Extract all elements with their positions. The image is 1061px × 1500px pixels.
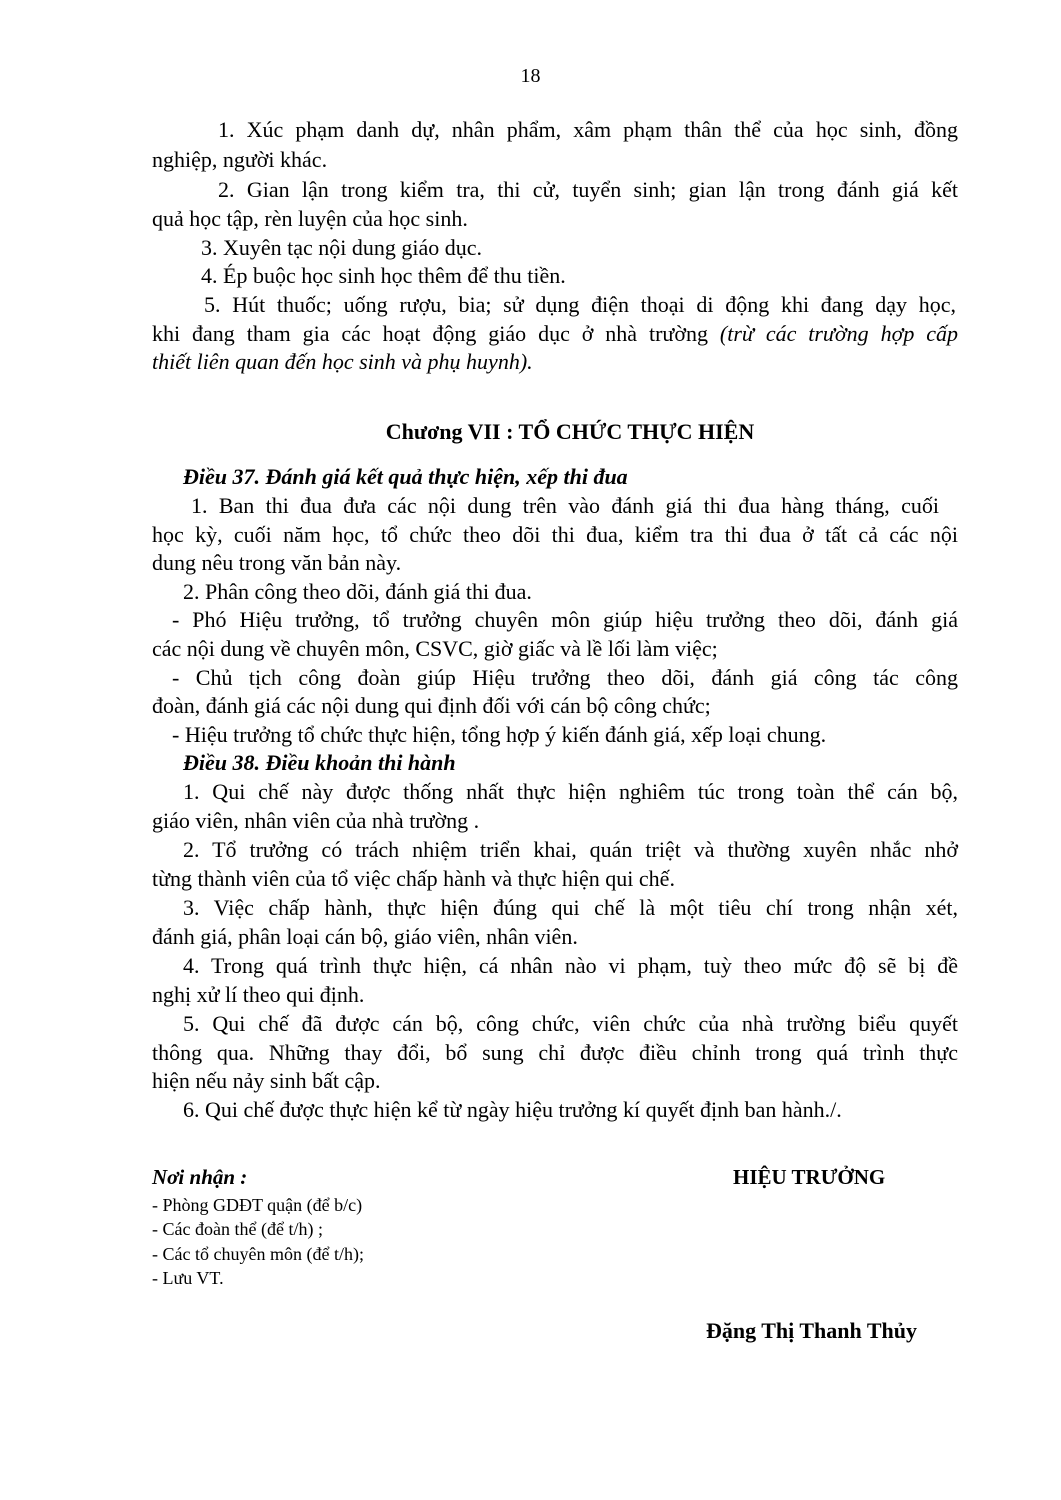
article-38-p5-line-2: thông qua. Những thay đổi, bổ sung chỉ được điều chỉnh trong quá trình thực xyxy=(152,1040,958,1065)
article-38-p1-line-1: 1. Qui chế này được thống nhất thực hiện nghiêm túc trong toàn thể cán bộ, xyxy=(183,779,958,804)
article-38-p4-line-1: 4. Trong quá trình thực hiện, cá nhân nào vi phạm, tuỳ theo mức độ sẽ bị đề xyxy=(183,953,958,978)
prohibition-item-1-line-1: 1. Xúc phạm danh dự, nhân phẩm, xâm phạm thân thể của học sinh, đồng xyxy=(218,117,958,142)
article-38-p3-line-1: 3. Việc chấp hành, thực hiện đúng qui chế là một tiêu chí trong nhận xét, xyxy=(183,895,958,920)
article-37-p1-line-1: 1. Ban thi đua đưa các nội dung trên vào đánh giá thi đua hàng tháng, cuối xyxy=(191,493,939,518)
prohibition-item-5-line-1: 5. Hút thuốc; uống rượu, bia; sử dụng điện thoại di động khi đang dạy học, xyxy=(204,292,956,317)
article-38-p6: 6. Qui chế được thực hiện kể từ ngày hiệu trưởng kí quyết định ban hành./. xyxy=(183,1097,842,1122)
article-38-p5-line-1: 5. Qui chế đã được cán bộ, công chức, viên chức của nhà trường biểu quyết xyxy=(183,1011,958,1036)
article-38-p2-line-1: 2. Tổ trưởng có trách nhiệm triển khai, quán triệt và thường xuyên nhắc nhở xyxy=(183,837,958,862)
article-37-p1-line-3: dung nêu trong văn bản này. xyxy=(152,550,402,575)
article-38-p4-line-2: nghị xử lí theo qui định. xyxy=(152,982,365,1007)
article-38-p1-line-2: giáo viên, nhân viên của nhà trường . xyxy=(152,808,480,833)
recipient-item: - Lưu VT. xyxy=(152,1268,224,1288)
page-number: 18 xyxy=(520,65,541,87)
signature-name: Đặng Thị Thanh Thủy xyxy=(706,1318,917,1343)
article-38-heading: Điều 38. Điều khoản thi hành xyxy=(183,750,456,775)
prohibition-item-5-line-2 xyxy=(152,320,958,348)
article-38-p5-line-3: hiện nếu nảy sinh bất cập. xyxy=(152,1068,381,1093)
article-37-bullet-1-line-2: các nội dung về chuyên môn, CSVC, giờ giấc và lề lối làm việc; xyxy=(152,636,718,661)
prohibition-item-3: 3. Xuyên tạc nội dung giáo dục. xyxy=(201,235,483,260)
chapter-title: Chương VII : TỔ CHỨC THỰC HIỆN xyxy=(385,419,755,444)
article-38-p3-line-2: đánh giá, phân loại cán bộ, giáo viên, nhân viên. xyxy=(152,924,578,949)
prohibition-item-2-line-2: quả học tập, rèn luyện của học sinh. xyxy=(152,206,468,231)
recipient-item: - Phòng GDĐT quận (để b/c) xyxy=(152,1195,363,1215)
article-37-heading: Điều 37. Đánh giá kết quả thực hiện, xếp thi đua xyxy=(183,464,628,489)
article-38-p2-line-2: từng thành viên của tổ việc chấp hành và thực hiện qui chế. xyxy=(152,866,675,891)
article-37-bullet-2-line-1: - Chủ tịch công đoàn giúp Hiệu trưởng theo dõi, đánh giá công tác công xyxy=(172,665,958,690)
recipients-title: Nơi nhận : xyxy=(152,1165,248,1189)
article-37-p1-line-2: học kỳ, cuối năm học, tổ chức theo dõi thi đua, kiểm tra thi đua ở tất cả các nội xyxy=(152,522,958,547)
prohibition-item-2-line-1: 2. Gian lận trong kiểm tra, thi cử, tuyển sinh; gian lận trong đánh giá kết xyxy=(218,177,958,202)
article-37-bullet-2-line-2: đoàn, đánh giá các nội dung qui định đối với cán bộ công chức; xyxy=(152,693,711,718)
article-37-p2: 2. Phân công theo dõi, đánh giá thi đua. xyxy=(183,579,532,604)
prohibition-item-5-line-2-italic: (trừ các trường hợp cấp xyxy=(719,321,959,346)
recipient-item: - Các tổ chuyên môn (để t/h); xyxy=(152,1244,364,1264)
prohibition-item-5-line-2-plain: khi đang tham gia các hoạt động giáo dục ở nhà trường xyxy=(152,321,708,346)
prohibition-item-4: 4. Ép buộc học sinh học thêm để thu tiền. xyxy=(201,263,566,288)
article-37-bullet-3: - Hiệu trưởng tổ chức thực hiện, tổng hợp ý kiến đánh giá, xếp loại chung. xyxy=(172,722,827,747)
article-37-bullet-1-line-1: - Phó Hiệu trưởng, tổ trưởng chuyên môn giúp hiệu trưởng theo dõi, đánh giá xyxy=(172,607,958,632)
recipient-item: - Các đoàn thể (để t/h) ; xyxy=(152,1219,323,1239)
prohibition-item-5-line-3: thiết liên quan đến học sinh và phụ huynh). xyxy=(152,349,533,374)
signature-position: HIỆU TRƯỞNG xyxy=(733,1165,886,1189)
prohibition-item-1-line-2: nghiệp, người khác. xyxy=(152,147,328,172)
